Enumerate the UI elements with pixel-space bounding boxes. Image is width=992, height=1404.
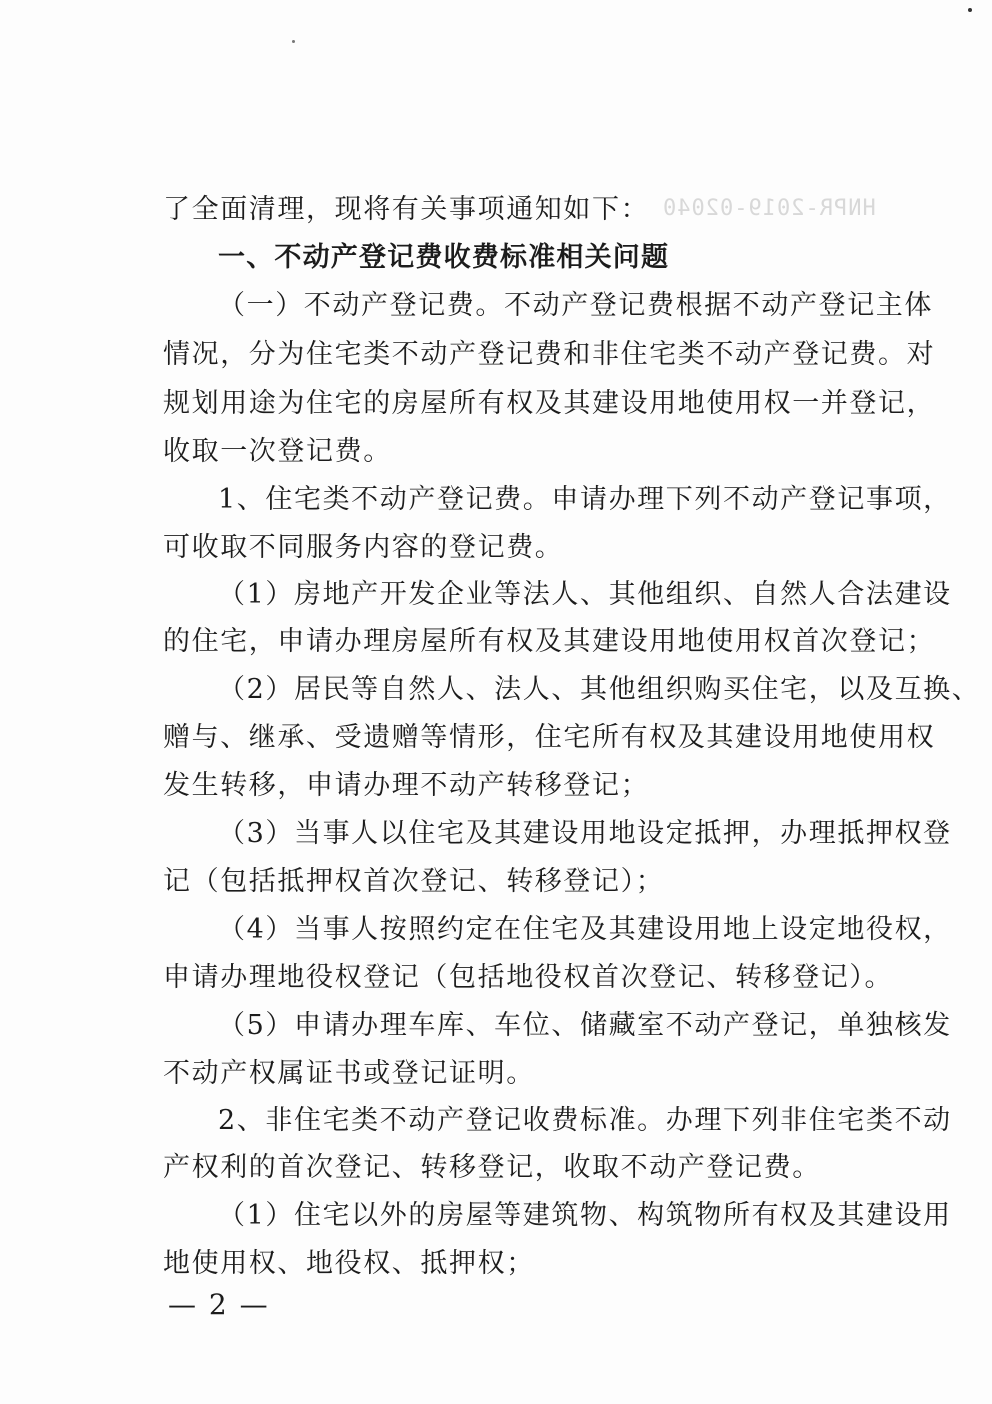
body-line: 了全面清理，现将有关事项通知如下：: [163, 194, 650, 225]
body-line: 2、非住宅类不动产登记收费标准。办理下列非住宅类不动: [218, 1105, 952, 1136]
scan-artifact-dot: [292, 40, 295, 43]
body-line: 的住宅，申请办理房屋所有权及其建设用地使用权首次登记；: [163, 626, 936, 657]
body-line: 不动产权属证书或登记证明。: [163, 1058, 535, 1089]
body-line: 情况，分为住宅类不动产登记费和非住宅类不动产登记费。对: [163, 339, 936, 370]
body-line: （一）不动产登记费。不动产登记费根据不动产登记主体: [218, 290, 933, 321]
body-line: 地使用权、地役权、抵押权；: [163, 1248, 535, 1279]
body-line: （5）申请办理车库、车位、储藏室不动产登记，单独核发: [218, 1010, 952, 1041]
body-line: 发生转移，申请办理不动产转移登记；: [163, 770, 650, 801]
body-line: 收取一次登记费。: [163, 436, 392, 467]
body-line: 申请办理地役权登记（包括地役权首次登记、转移登记）。: [163, 962, 894, 993]
body-line: （3）当事人以住宅及其建设用地设定抵押，办理抵押权登: [218, 818, 952, 849]
bleed-through-document-code: HNPR-2019-02040: [662, 196, 876, 221]
body-line: 产权利的首次登记、转移登记，收取不动产登记费。: [163, 1152, 821, 1183]
body-line: 赠与、继承、受遗赠等情形，住宅所有权及其建设用地使用权: [163, 722, 936, 753]
body-line: 可收取不同服务内容的登记费。: [163, 532, 564, 563]
body-line: （1）房地产开发企业等法人、其他组织、自然人合法建设: [218, 579, 952, 610]
body-line: 1、住宅类不动产登记费。申请办理下列不动产登记事项，: [218, 484, 952, 515]
page-number: — 2 —: [168, 1288, 270, 1321]
scan-artifact-dot: [968, 8, 972, 12]
body-line: （1）住宅以外的房屋等建筑物、构筑物所有权及其建设用: [218, 1200, 952, 1231]
section-heading: 一、不动产登记费收费标准相关问题: [218, 242, 670, 273]
body-line: （2）居民等自然人、法人、其他组织购买住宅，以及互换、: [218, 674, 981, 705]
body-line: 记（包括抵押权首次登记、转移登记）；: [163, 866, 665, 897]
body-line: （4）当事人按照约定在住宅及其建设用地上设定地役权，: [218, 914, 952, 945]
body-line: 规划用途为住宅的房屋所有权及其建设用地使用权一并登记，: [163, 388, 936, 419]
